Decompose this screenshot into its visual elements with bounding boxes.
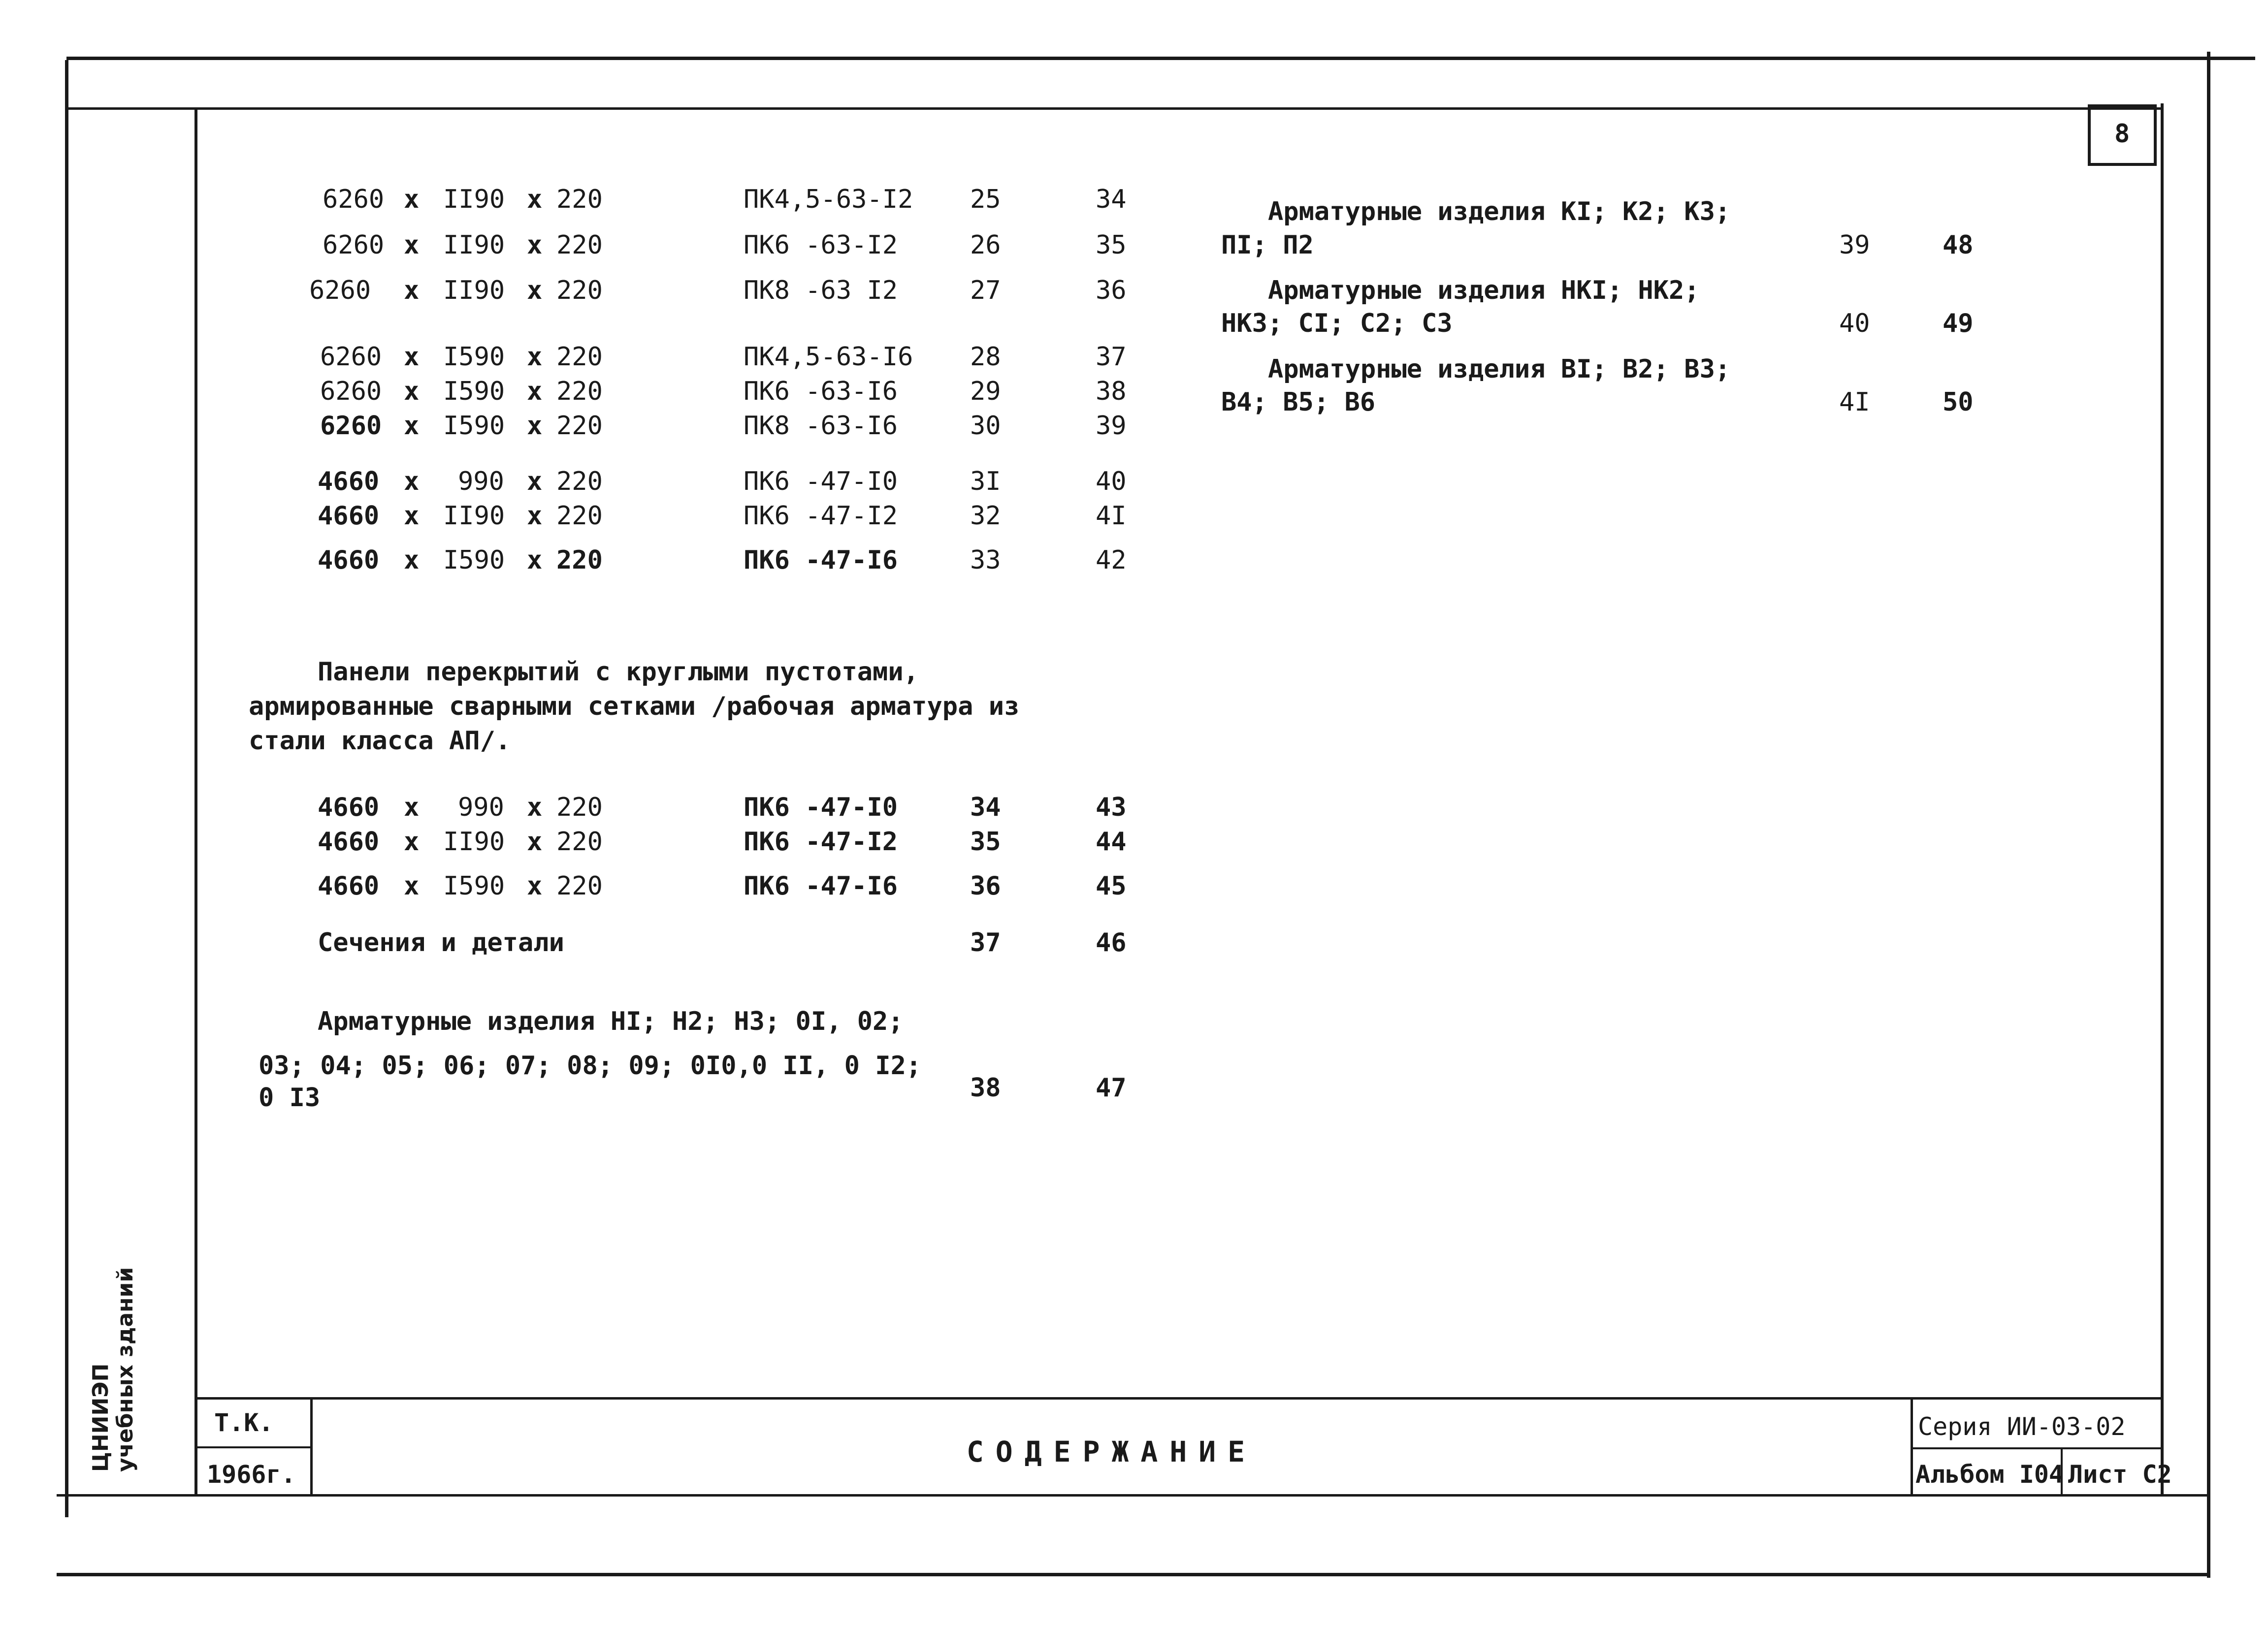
dim-width: I590 — [443, 411, 505, 441]
page-number: 39 — [1839, 230, 1870, 260]
dim-length: 6260 — [323, 230, 385, 260]
page-number: 29 — [970, 377, 1001, 406]
dim-length: 4660 — [318, 793, 380, 822]
album-label: Альбом I04 — [1915, 1460, 2064, 1489]
sheet-ref: 49 — [1943, 309, 1974, 338]
page-number: 33 — [970, 545, 1001, 575]
armature-line: B4; B5; B6 — [1221, 387, 1376, 417]
dim-height: 220 — [556, 342, 603, 372]
page-number: 27 — [970, 276, 1001, 305]
sheet-ref: 4I — [1096, 501, 1127, 531]
page-number: 28 — [970, 342, 1001, 372]
page-number: 4I — [1839, 387, 1870, 417]
dim-width: II90 — [443, 276, 505, 305]
dim-sep: x — [404, 871, 420, 901]
page-title: СОДЕРЖАНИЕ — [966, 1435, 1257, 1468]
sheet-ref: 46 — [1096, 928, 1127, 958]
dim-length: 4660 — [318, 871, 380, 901]
sheet-ref: 35 — [1096, 230, 1127, 260]
page-number: 40 — [1839, 309, 1870, 338]
dim-height: 220 — [556, 377, 603, 406]
dim-length: 6260 — [309, 276, 371, 305]
frame-right-line — [2207, 52, 2210, 1578]
dim-height: 220 — [556, 501, 603, 531]
dim-length: 6260 — [320, 377, 382, 406]
dim-sep: x — [527, 411, 543, 441]
sheet-ref: 47 — [1096, 1073, 1127, 1103]
dim-sep: x — [404, 545, 420, 575]
panel-mark: ПК4,5-63-I6 — [744, 342, 913, 372]
dim-height: 220 — [556, 230, 603, 260]
org-stamp — [89, 1267, 138, 1472]
dim-sep: x — [527, 545, 543, 575]
dim-length: 4660 — [318, 467, 380, 496]
page-number: 26 — [970, 230, 1001, 260]
panel-mark: ПК6 -47-I6 — [744, 545, 898, 575]
sheet-ref: 48 — [1943, 230, 1974, 260]
tk-label: Т.К. — [214, 1408, 274, 1437]
sections-label: Сечения и детали — [318, 928, 564, 958]
title-block-top-line — [194, 1397, 2162, 1400]
page-number: 30 — [970, 411, 1001, 441]
sheet-ref: 43 — [1096, 793, 1127, 822]
dim-height: 220 — [556, 793, 603, 822]
dim-height: 220 — [556, 467, 603, 496]
sheet-number-box — [2088, 104, 2157, 166]
dim-length: 4660 — [318, 827, 380, 857]
dim-width: I590 — [443, 871, 505, 901]
sheet-ref: 36 — [1096, 276, 1127, 305]
org-stamp-line: учебных зданий — [113, 1267, 138, 1472]
sheet-ref: 38 — [1096, 377, 1127, 406]
title-block-mid-line-right — [1911, 1447, 2162, 1449]
title-block-mid-line-left — [194, 1446, 313, 1448]
sheet-ref: 45 — [1096, 871, 1127, 901]
dim-length: 6260 — [323, 185, 385, 214]
year-label: 1966г. — [207, 1460, 296, 1489]
inner-frame-left-line — [194, 108, 197, 1496]
frame-bottom-line — [57, 1573, 2209, 1576]
dim-height: 220 — [556, 827, 603, 857]
page-number: 38 — [970, 1073, 1001, 1103]
dim-sep: x — [404, 185, 420, 214]
dim-width: 990 — [458, 793, 504, 822]
frame-left-line — [65, 60, 68, 1517]
page-number: 36 — [970, 871, 1001, 901]
dim-width: II90 — [443, 185, 505, 214]
armature-line: HK3; CI; C2; C3 — [1221, 309, 1453, 338]
dim-width: I590 — [443, 545, 505, 575]
frame-lower-band-line — [57, 1494, 2209, 1497]
series-label: Серия ИИ-03-02 — [1918, 1412, 2126, 1441]
sheet-ref: 42 — [1096, 545, 1127, 575]
page-number: 34 — [970, 793, 1001, 822]
dim-height: 220 — [556, 871, 603, 901]
panel-mark: ПК8 -63-I6 — [744, 411, 898, 441]
dim-sep: x — [527, 467, 543, 496]
dim-length: 6260 — [320, 342, 382, 372]
frame-top-line — [66, 57, 2255, 60]
armature-line: Арматурные изделия KI; K2; K3; — [1268, 197, 1731, 226]
page-number: 37 — [970, 928, 1001, 958]
dim-sep: x — [527, 342, 543, 372]
page-number: 32 — [970, 501, 1001, 531]
dim-sep: x — [404, 342, 420, 372]
dim-height: 220 — [556, 276, 603, 305]
dim-sep: x — [404, 501, 420, 531]
dim-sep: x — [404, 230, 420, 260]
armature-line: 03; 04; 05; 06; 07; 08; 09; 0I0,0 II, 0 I2; — [259, 1051, 922, 1081]
dim-sep: x — [527, 230, 543, 260]
inner-frame-right-line — [2161, 103, 2164, 1494]
dim-sep: x — [527, 276, 543, 305]
armature-line: 0 I3 — [259, 1083, 321, 1113]
dim-width: 990 — [458, 467, 504, 496]
sheet-ref: 50 — [1943, 387, 1974, 417]
armature-line: Арматурные изделия BI; B2; B3; — [1268, 354, 1731, 384]
armature-line: ПI; П2 — [1221, 230, 1314, 260]
dim-sep: x — [527, 501, 543, 531]
sheet-ref: 39 — [1096, 411, 1127, 441]
dim-sep: x — [404, 467, 420, 496]
page-number: 3I — [970, 467, 1001, 496]
dim-sep: x — [404, 411, 420, 441]
dim-sep: x — [527, 793, 543, 822]
panel-mark: ПК6 -47-I2 — [744, 827, 898, 857]
sheet-label: Лист С2 — [2068, 1460, 2172, 1489]
dim-sep: x — [404, 377, 420, 406]
title-block-divider-right — [1911, 1397, 1913, 1496]
section-heading-line: Панели перекрытий с круглыми пустотами, — [318, 657, 919, 687]
page-number: 35 — [970, 827, 1001, 857]
dim-sep: x — [404, 793, 420, 822]
dim-sep: x — [527, 377, 543, 406]
armature-line: Арматурные изделия HI; H2; H3; 0I, 02; — [318, 1007, 904, 1036]
sheet-ref: 34 — [1096, 185, 1127, 214]
page-number: 25 — [970, 185, 1001, 214]
dim-height: 220 — [556, 411, 603, 441]
sheet-ref: 40 — [1096, 467, 1127, 496]
dim-width: I590 — [443, 342, 505, 372]
panel-mark: ПК4,5-63-I2 — [744, 185, 913, 214]
dim-sep: x — [527, 827, 543, 857]
section-heading-line: стали класса АП/. — [249, 726, 511, 756]
dim-width: I590 — [443, 377, 505, 406]
panel-mark: ПК6 -63-I2 — [744, 230, 898, 260]
inner-frame-top-line — [66, 107, 2162, 110]
sheet-number: 8 — [2114, 119, 2130, 149]
dim-width: II90 — [443, 501, 505, 531]
sheet-ref: 37 — [1096, 342, 1127, 372]
org-stamp-line: ЦНИИЭП — [88, 1363, 113, 1472]
dim-sep: x — [527, 185, 543, 214]
panel-mark: ПК6 -47-I0 — [744, 793, 898, 822]
panel-mark: ПК6 -47-I6 — [744, 871, 898, 901]
dim-length: 4660 — [318, 545, 380, 575]
panel-mark: ПК8 -63 I2 — [744, 276, 898, 305]
panel-mark: ПК6 -47-I2 — [744, 501, 898, 531]
dim-sep: x — [404, 276, 420, 305]
armature-line: Арматурные изделия HKI; HK2; — [1268, 276, 1700, 305]
dim-length: 6260 — [320, 411, 382, 441]
section-heading-line: армированные сварными сетками /рабочая арматура из — [249, 692, 1020, 721]
dim-height: 220 — [556, 185, 603, 214]
dim-height: 220 — [556, 545, 603, 575]
dim-sep: x — [527, 871, 543, 901]
panel-mark: ПК6 -47-I0 — [744, 467, 898, 496]
sheet-ref: 44 — [1096, 827, 1127, 857]
dim-width: II90 — [443, 827, 505, 857]
panel-mark: ПК6 -63-I6 — [744, 377, 898, 406]
dim-width: II90 — [443, 230, 505, 260]
dim-length: 4660 — [318, 501, 380, 531]
dim-sep: x — [404, 827, 420, 857]
